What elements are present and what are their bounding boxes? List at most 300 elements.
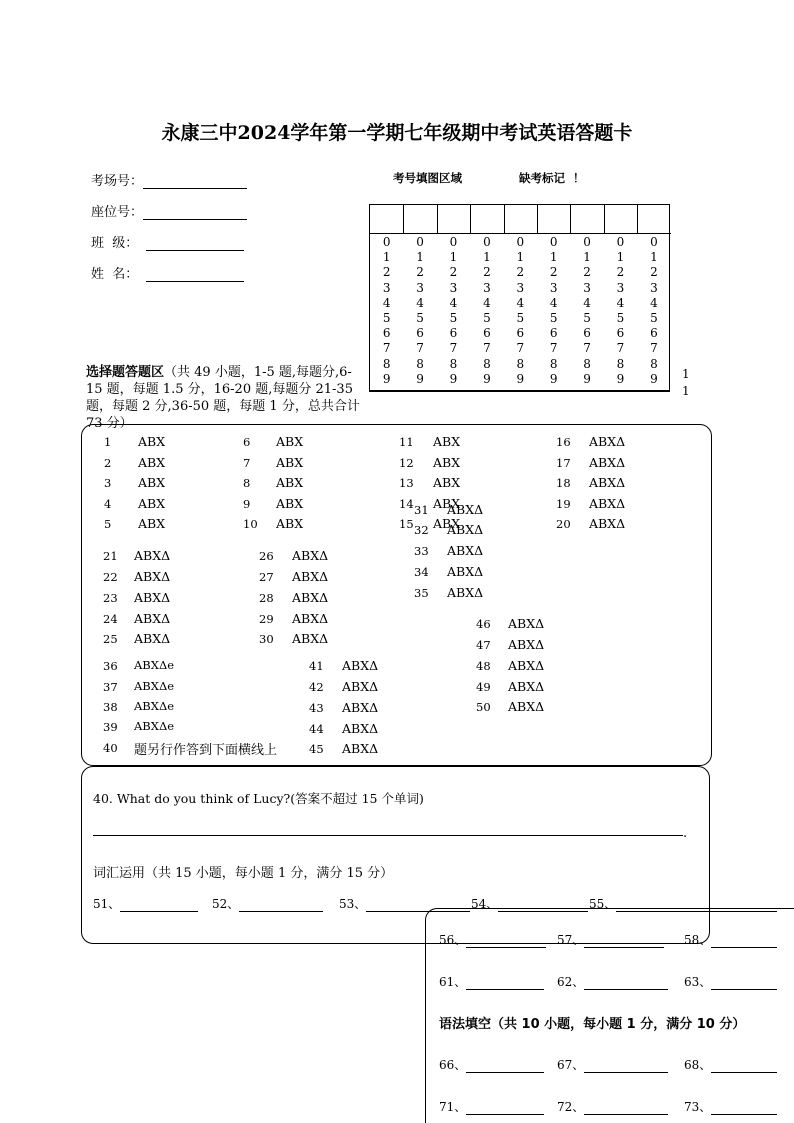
blank-answer-line[interactable] xyxy=(239,899,323,912)
blank-answer-line[interactable] xyxy=(584,1102,668,1115)
grid-digit[interactable]: 3 xyxy=(549,280,558,295)
grid-column[interactable] xyxy=(637,205,670,390)
grid-digit[interactable]: 2 xyxy=(382,265,391,280)
answer-options[interactable]: ABXΔ xyxy=(508,637,545,652)
answer-options[interactable]: ABXΔ xyxy=(134,569,171,584)
grid-separator xyxy=(403,205,404,233)
grid-separator xyxy=(604,205,605,233)
grid-digit-box[interactable] xyxy=(403,205,436,234)
blank-answer-line[interactable] xyxy=(466,977,544,990)
grammar-section-title xyxy=(439,1013,745,1032)
blank-item[interactable] xyxy=(557,973,668,990)
answer-options[interactable]: ABXΔ xyxy=(508,699,545,714)
blank-answer-line[interactable] xyxy=(466,1102,544,1115)
grid-digit[interactable]: 4 xyxy=(449,295,458,310)
answer-options[interactable]: ABX xyxy=(276,475,304,490)
grid-digit-box[interactable] xyxy=(637,205,670,234)
grid-digit[interactable]: 6 xyxy=(483,326,491,341)
blank-answer-line[interactable] xyxy=(466,935,546,948)
grid-digit[interactable]: 4 xyxy=(616,295,625,310)
grid-digit[interactable]: 3 xyxy=(449,280,458,295)
answer-options[interactable]: ABXΔe xyxy=(134,679,175,693)
question-40-prompt: 40. What do you think of Lucy?(答案不超过 15 个单词) xyxy=(93,791,424,806)
grid-digit[interactable]: 4 xyxy=(650,295,658,310)
grid-column[interactable] xyxy=(370,205,403,390)
answer-options[interactable]: ABX xyxy=(138,496,166,511)
grid-digit[interactable]: 0 xyxy=(516,235,525,249)
grid-digit[interactable]: 2 xyxy=(516,265,525,280)
grid-column[interactable] xyxy=(470,205,503,390)
class-label: 班 级： xyxy=(91,236,139,251)
grid-digit[interactable]: 9 xyxy=(382,371,391,386)
grid-digit[interactable]: 7 xyxy=(382,341,391,356)
answer-options[interactable]: ABXΔ xyxy=(292,548,329,563)
question-number: 17 xyxy=(556,456,571,470)
question-number: 37 xyxy=(103,680,118,694)
question-number: 44 xyxy=(309,722,324,736)
grid-digit[interactable]: 4 xyxy=(416,295,424,310)
blank-item[interactable] xyxy=(589,895,777,912)
question-number: 41 xyxy=(309,659,324,673)
answer-options[interactable]: ABX xyxy=(433,496,461,511)
answer-options[interactable]: ABXΔ xyxy=(589,455,626,470)
question-number: 34 xyxy=(414,565,429,579)
question-number: 9 xyxy=(243,497,251,511)
grid-digit[interactable]: 3 xyxy=(616,280,625,295)
answer-options[interactable]: ABXΔ xyxy=(447,585,484,600)
grid-separator xyxy=(570,205,571,233)
choice-section-title-bold: 选择题答题区 xyxy=(86,365,165,380)
blank-answer-line[interactable] xyxy=(616,899,777,912)
class-line[interactable] xyxy=(146,236,244,251)
question-number: 26 xyxy=(259,549,274,563)
answer-options[interactable]: ABXΔ xyxy=(342,679,379,694)
grid-digit[interactable]: 8 xyxy=(549,356,558,371)
blank-item[interactable] xyxy=(684,1056,777,1073)
grid-digit[interactable]: 5 xyxy=(483,311,491,326)
grid-digits xyxy=(403,234,436,387)
blank-item[interactable] xyxy=(212,895,323,912)
question-number: 40 xyxy=(103,741,118,755)
grid-digit[interactable]: 8 xyxy=(382,356,391,371)
page-title: 永康三中2024学年第一学期七年级期中考试英语答题卡 xyxy=(161,122,633,144)
blank-number: 61、 xyxy=(439,975,467,989)
blank-answer-line[interactable] xyxy=(120,899,198,912)
question-number: 13 xyxy=(399,476,414,490)
answer-options[interactable]: ABXΔ xyxy=(292,569,329,584)
question-number: 1 xyxy=(104,435,112,449)
answer-options[interactable]: ABXΔ xyxy=(589,516,626,531)
grid-digit[interactable]: 7 xyxy=(449,341,458,356)
blank-answer-line[interactable] xyxy=(711,977,777,990)
grid-digit[interactable]: 3 xyxy=(650,280,658,295)
answer-options[interactable]: ABXΔ xyxy=(508,616,545,631)
grid-digit[interactable]: 7 xyxy=(416,341,424,356)
grid-digit[interactable]: 9 xyxy=(583,371,591,386)
answer-options[interactable]: ABXΔ xyxy=(508,679,545,694)
grid-digit[interactable]: 7 xyxy=(516,341,525,356)
answer-options[interactable]: ABX xyxy=(433,475,461,490)
blank-answer-line[interactable] xyxy=(466,1060,544,1073)
grid-digit[interactable]: 3 xyxy=(516,280,525,295)
grid-digit[interactable]: 7 xyxy=(650,341,658,356)
answer-options[interactable]: ABXΔ xyxy=(447,522,484,537)
grid-digit[interactable]: 5 xyxy=(516,311,525,326)
question-number: 10 xyxy=(243,517,258,531)
blank-number: 73、 xyxy=(684,1100,712,1114)
grid-digit[interactable]: 9 xyxy=(549,371,558,386)
question-number: 16 xyxy=(556,435,571,449)
grid-digits xyxy=(370,234,403,387)
blank-item[interactable] xyxy=(339,895,470,912)
question-40-answer-line[interactable] xyxy=(93,835,683,836)
blank-answer-line[interactable] xyxy=(584,977,668,990)
blank-item[interactable] xyxy=(684,973,777,990)
question-number: 24 xyxy=(103,612,118,626)
absent-mark[interactable]: 缺考标记 ！ xyxy=(519,171,585,185)
question-number: 46 xyxy=(476,617,491,631)
grid-column[interactable] xyxy=(437,205,470,390)
grid-digit[interactable]: 6 xyxy=(583,326,591,341)
question-number: 48 xyxy=(476,659,491,673)
grid-digit[interactable]: 2 xyxy=(583,265,591,280)
answer-options[interactable]: ABXΔ xyxy=(589,434,626,449)
question-number: 50 xyxy=(476,700,491,714)
question-number: 39 xyxy=(103,720,118,734)
grid-digit[interactable]: 5 xyxy=(382,311,391,326)
question-number: 36 xyxy=(103,659,118,673)
grid-column[interactable] xyxy=(504,205,537,390)
grid-digit[interactable]: 8 xyxy=(416,356,424,371)
grid-digit[interactable]: 9 xyxy=(483,371,491,386)
grid-digit[interactable]: 4 xyxy=(583,295,591,310)
choice-section-title-rest: （共 49 小题，1-5 题,每题分,6-15 题，每题 1.5 分，16-20 题,每题分 21-35 题，每题 2 分,36-50 题，每题 1 分，总共合计 73 分） xyxy=(86,365,360,431)
class-field[interactable] xyxy=(91,232,244,251)
question-number: 3 xyxy=(104,476,112,490)
grid-digit[interactable]: 3 xyxy=(382,280,391,295)
question-number: 2 xyxy=(104,456,112,470)
answer-options[interactable]: ABXΔe xyxy=(134,658,175,672)
question-number: 35 xyxy=(414,586,429,600)
answer-options[interactable]: ABXΔe xyxy=(134,699,175,713)
vocab-section-title: 词汇运用（共 15 小题，每小题 1 分，满分 15 分） xyxy=(93,866,394,881)
answer-options[interactable]: ABXΔ xyxy=(589,496,626,511)
name-field[interactable] xyxy=(91,263,244,282)
question-number: 49 xyxy=(476,680,491,694)
grid-digit[interactable]: 6 xyxy=(516,326,525,341)
answer-options[interactable]: ABX xyxy=(138,475,166,490)
grid-digit[interactable]: 8 xyxy=(583,356,591,371)
grid-digit[interactable]: 6 xyxy=(449,326,458,341)
blank-item[interactable] xyxy=(557,1098,668,1115)
grid-digit-box[interactable] xyxy=(370,205,403,234)
question-number: 20 xyxy=(556,517,571,531)
exam-number-grid[interactable] xyxy=(369,204,670,392)
grid-digit-box[interactable] xyxy=(604,205,637,234)
answer-options[interactable]: ABXΔ xyxy=(447,564,484,579)
name-line[interactable] xyxy=(146,267,244,282)
answer-options[interactable]: ABXΔ xyxy=(447,502,484,517)
grid-digit[interactable]: 2 xyxy=(549,265,558,280)
grid-column[interactable] xyxy=(604,205,637,390)
question-number: 5 xyxy=(104,517,112,531)
question-number: 30 xyxy=(259,632,274,646)
answer-options[interactable]: ABXΔe xyxy=(134,719,175,733)
grid-digit[interactable]: 4 xyxy=(382,295,391,310)
blank-answer-line[interactable] xyxy=(498,899,588,912)
answer-options[interactable]: ABXΔ xyxy=(508,658,545,673)
blank-item[interactable] xyxy=(439,1098,544,1115)
blank-number: 72、 xyxy=(557,1100,585,1114)
answer-options[interactable]: ABX xyxy=(276,455,304,470)
exam-room-label: 考场号： xyxy=(91,174,144,189)
answer-options[interactable]: ABXΔ xyxy=(134,611,171,626)
blank-answer-line[interactable] xyxy=(711,1060,777,1073)
answer-options[interactable]: ABXΔ xyxy=(134,548,171,563)
answer-options[interactable]: ABXΔ xyxy=(134,590,171,605)
grid-digit[interactable]: 2 xyxy=(483,265,491,280)
grid-digit-box[interactable] xyxy=(537,205,570,234)
question-number: 32 xyxy=(414,523,429,537)
question-number: 31 xyxy=(414,503,429,517)
blank-answer-line[interactable] xyxy=(711,935,777,948)
question-number: 23 xyxy=(103,591,118,605)
grid-digit[interactable]: 8 xyxy=(650,356,658,371)
blank-number: 52、 xyxy=(212,897,240,911)
grid-digit[interactable]: 1 xyxy=(449,250,458,265)
question-number: 29 xyxy=(259,612,274,626)
grid-digit[interactable]: 0 xyxy=(382,235,391,249)
grid-digit[interactable]: 4 xyxy=(483,295,491,310)
grid-digits xyxy=(604,234,637,387)
grid-digit[interactable]: 0 xyxy=(616,235,625,249)
exam-room-field[interactable] xyxy=(91,170,247,189)
blank-item[interactable] xyxy=(471,895,588,912)
grid-digit[interactable]: 5 xyxy=(416,311,424,326)
grid-digit[interactable]: 7 xyxy=(483,341,491,356)
grid-digit[interactable]: 0 xyxy=(449,235,458,249)
grid-digit[interactable]: 0 xyxy=(650,235,658,249)
grid-digit[interactable]: 0 xyxy=(549,235,558,249)
question-number: 14 xyxy=(399,497,414,511)
grid-digit[interactable]: 4 xyxy=(516,295,525,310)
grid-digit[interactable]: 0 xyxy=(416,235,424,249)
blank-number: 63、 xyxy=(684,975,712,989)
fill-area-header: 考号填图区域 xyxy=(393,171,462,185)
seat-field[interactable] xyxy=(91,201,247,220)
grid-digit[interactable]: 5 xyxy=(650,311,658,326)
answer-options[interactable]: ABXΔ xyxy=(447,543,484,558)
question-number: 38 xyxy=(103,700,118,714)
answer-options[interactable]: ABX xyxy=(276,434,304,449)
question-number: 12 xyxy=(399,456,414,470)
blank-item[interactable] xyxy=(557,931,664,948)
blank-item[interactable] xyxy=(439,931,546,948)
question-number: 4 xyxy=(104,497,112,511)
grid-digit[interactable]: 9 xyxy=(416,371,424,386)
grid-digit[interactable]: 7 xyxy=(583,341,591,356)
grid-digits xyxy=(470,234,503,387)
grid-digit[interactable]: 5 xyxy=(616,311,625,326)
question-number: 43 xyxy=(309,701,324,715)
question-number: 42 xyxy=(309,680,324,694)
answer-options[interactable]: ABXΔ xyxy=(342,721,379,736)
grid-digit[interactable]: 1 xyxy=(583,250,591,265)
answer-options[interactable]: ABXΔ xyxy=(342,741,379,756)
grid-digits xyxy=(637,234,670,387)
blank-answer-line[interactable] xyxy=(366,899,470,912)
answer-options[interactable]: ABX xyxy=(138,516,166,531)
blank-number: 58、 xyxy=(684,933,712,947)
grammar-title-text: 语法填空（共 10 小题，每小题 1 分，满分 10 分） xyxy=(439,1017,746,1032)
blank-number: 67、 xyxy=(557,1058,585,1072)
seat-line[interactable] xyxy=(143,205,247,220)
answer-options[interactable]: ABXΔ xyxy=(292,611,329,626)
grid-separator xyxy=(537,205,538,233)
grid-column[interactable] xyxy=(570,205,603,390)
blank-number: 55、 xyxy=(589,897,617,911)
grid-digits xyxy=(504,234,537,387)
grid-digit[interactable]: 7 xyxy=(549,341,558,356)
grid-digit[interactable]: 4 xyxy=(549,295,558,310)
blank-item[interactable] xyxy=(93,895,198,912)
blank-number: 68、 xyxy=(684,1058,712,1072)
grid-digit[interactable]: 1 xyxy=(616,250,625,265)
question-40-note: 题另行作答到下面横线上 xyxy=(134,743,278,758)
grid-digit[interactable]: 8 xyxy=(483,356,491,371)
grid-digit[interactable]: 0 xyxy=(483,235,491,249)
answer-options[interactable]: ABX xyxy=(276,516,304,531)
answer-options[interactable]: ABX xyxy=(276,496,304,511)
grid-digit[interactable]: 9 xyxy=(616,371,625,386)
answer-options[interactable]: ABXΔ xyxy=(342,658,379,673)
question-number: 27 xyxy=(259,570,274,584)
answer-options[interactable]: ABXΔ xyxy=(292,631,329,646)
seat-label: 座位号： xyxy=(91,205,144,220)
grid-digit[interactable]: 0 xyxy=(583,235,591,249)
blank-item[interactable] xyxy=(557,1056,668,1073)
grid-digit[interactable]: 9 xyxy=(449,371,458,386)
grid-digit[interactable]: 7 xyxy=(616,341,625,356)
answer-options[interactable]: ABX xyxy=(433,455,461,470)
grid-separator xyxy=(637,205,638,233)
side-mark: 1 xyxy=(682,384,690,398)
question-number: 25 xyxy=(103,632,118,646)
question-number: 6 xyxy=(243,435,251,449)
question-40-end-dot: . xyxy=(683,826,688,841)
grid-digit[interactable]: 1 xyxy=(516,250,525,265)
blank-number: 51、 xyxy=(93,897,121,911)
blank-item[interactable] xyxy=(439,973,544,990)
grid-digit[interactable]: 1 xyxy=(416,250,424,265)
grid-digit[interactable]: 8 xyxy=(449,356,458,371)
grid-digit[interactable]: 3 xyxy=(483,280,491,295)
grid-digit[interactable]: 1 xyxy=(650,250,658,265)
question-number: 15 xyxy=(399,517,414,531)
grid-digit[interactable]: 1 xyxy=(549,250,558,265)
grid-digit[interactable]: 1 xyxy=(382,250,391,265)
grid-digits xyxy=(537,234,570,387)
grid-digit-box[interactable] xyxy=(470,205,503,234)
blank-item[interactable] xyxy=(439,1056,544,1073)
grid-column[interactable] xyxy=(403,205,436,390)
side-mark: 1 xyxy=(682,367,690,381)
grid-digit[interactable]: 6 xyxy=(650,326,658,341)
grid-column[interactable] xyxy=(537,205,570,390)
grid-digit-box[interactable] xyxy=(570,205,603,234)
grid-digit[interactable]: 3 xyxy=(416,280,424,295)
grid-digit[interactable]: 3 xyxy=(583,280,591,295)
answer-options[interactable]: ABX xyxy=(433,434,461,449)
choice-section-title xyxy=(86,364,361,432)
answer-options[interactable]: ABXΔ xyxy=(342,700,379,715)
grid-digit[interactable]: 9 xyxy=(516,371,525,386)
question-number: 11 xyxy=(399,435,414,449)
blank-item[interactable] xyxy=(684,1098,777,1115)
grid-digits xyxy=(437,234,470,387)
grid-digit[interactable]: 1 xyxy=(483,250,491,265)
blank-number: 71、 xyxy=(439,1100,467,1114)
grid-digit[interactable]: 6 xyxy=(616,326,625,341)
answer-options[interactable]: ABX xyxy=(433,516,461,531)
grid-digit[interactable]: 8 xyxy=(516,356,525,371)
blank-number: 62、 xyxy=(557,975,585,989)
grid-digit[interactable]: 6 xyxy=(382,326,391,341)
grid-digits xyxy=(570,234,603,387)
answer-options[interactable]: ABX xyxy=(138,455,166,470)
question-number: 19 xyxy=(556,497,571,511)
question-number: 18 xyxy=(556,476,571,490)
question-number: 22 xyxy=(103,570,118,584)
answer-options[interactable]: ABXΔ xyxy=(292,590,329,605)
grid-digit[interactable]: 8 xyxy=(616,356,625,371)
grid-digit[interactable]: 2 xyxy=(650,265,658,280)
question-number: 45 xyxy=(309,742,324,756)
grid-digit[interactable]: 6 xyxy=(549,326,558,341)
answer-options[interactable]: ABXΔ xyxy=(134,631,171,646)
grid-digit-box[interactable] xyxy=(504,205,537,234)
grid-digit-box[interactable] xyxy=(437,205,470,234)
grid-digit[interactable]: 5 xyxy=(583,311,591,326)
question-number: 21 xyxy=(103,549,118,563)
question-number: 33 xyxy=(414,544,429,558)
blank-item[interactable] xyxy=(684,931,777,948)
answer-options[interactable]: ABXΔ xyxy=(589,475,626,490)
blank-number: 54、 xyxy=(471,897,499,911)
grid-separator xyxy=(437,205,438,233)
grid-digit[interactable]: 5 xyxy=(449,311,458,326)
blank-number: 56、 xyxy=(439,933,467,947)
name-label: 姓 名： xyxy=(91,267,139,282)
exam-room-line[interactable] xyxy=(143,174,247,189)
grid-digit[interactable]: 9 xyxy=(650,371,658,386)
question-number: 28 xyxy=(259,591,274,605)
answer-options[interactable]: ABX xyxy=(138,434,166,449)
blank-number: 53、 xyxy=(339,897,367,911)
blank-number: 57、 xyxy=(557,933,585,947)
grid-digit[interactable]: 2 xyxy=(416,265,424,280)
grid-digit[interactable]: 2 xyxy=(616,265,625,280)
blank-number: 66、 xyxy=(439,1058,467,1072)
blank-answer-line[interactable] xyxy=(584,1060,668,1073)
grid-digit[interactable]: 6 xyxy=(416,326,424,341)
question-number: 7 xyxy=(243,456,251,470)
grid-digit[interactable]: 5 xyxy=(549,311,558,326)
grid-digit[interactable]: 2 xyxy=(449,265,458,280)
blank-answer-line[interactable] xyxy=(584,935,664,948)
grid-separator xyxy=(470,205,471,233)
blank-answer-line[interactable] xyxy=(711,1102,777,1115)
